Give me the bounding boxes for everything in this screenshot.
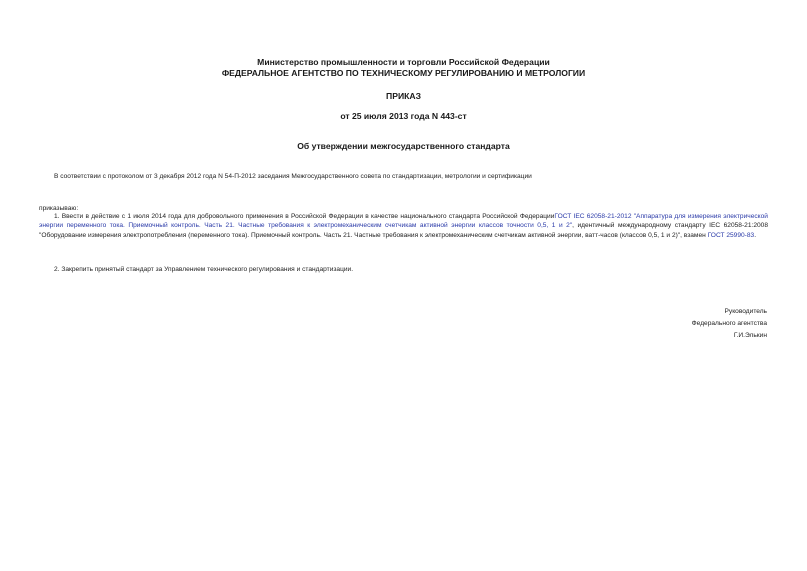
preamble: В соответствии с протоколом от 3 декабря 2012 года N 54-П-2012 заседания Межгосударственного совета по стандартизации, метрологии и сертификации (54, 173, 532, 180)
item-1-paragraph (39, 212, 768, 240)
document-date: от 25 июля 2013 года N 443-ст (340, 111, 467, 121)
document-type: ПРИКАЗ (386, 91, 421, 101)
item-1-end: . (754, 231, 757, 239)
signature-position-line-1: Руководитель (724, 308, 767, 315)
standard-link[interactable]: ГОСТ IEC 62058-21-2012 "Аппаратура для измерения электрической энергии переменного тока. Приемочный контроль. Часть 21. Частные требования к электромеханическим счетчикам активной энергии классов точности 0,5, 1 и 2" (39, 213, 768, 230)
item-1-intro: 1. Ввести в действие с 1 июля 2014 года для добровольного применения в Российской Федерации в качестве национального стандарта Российской Федерации (54, 213, 555, 220)
item-2-paragraph: 2. Закрепить принятый стандарт за Управлением технического регулирования и стандартизации. (54, 266, 354, 273)
replaced-standard-link[interactable]: ГОСТ 25990-83 (707, 231, 755, 239)
ministry-name: Министерство промышленности и торговли Российской Федерации (257, 57, 550, 67)
document-subject: Об утверждении межгосударственного стандарта (297, 141, 510, 151)
agency-name: ФЕДЕРАЛЬНОЕ АГЕНТСТВО ПО ТЕХНИЧЕСКОМУ РЕГУЛИРОВАНИЮ И МЕТРОЛОГИИ (221, 68, 586, 78)
signature-position-line-2: Федерального агентства (691, 320, 767, 327)
item-1-middle: , идентичный международному стандарту IEC 62058-21:2008 "Оборудование измерения электропотребления (переменного тока). Приемочный контроль. Часть 21. Частные требования к электромеханическим счетчикам активной энергии, ватт-часов (классов 0,5, 1 и 2)", взамен (39, 222, 768, 239)
signature-name: Г.И.Элькин (733, 332, 767, 339)
order-word: приказываю: (39, 205, 79, 212)
